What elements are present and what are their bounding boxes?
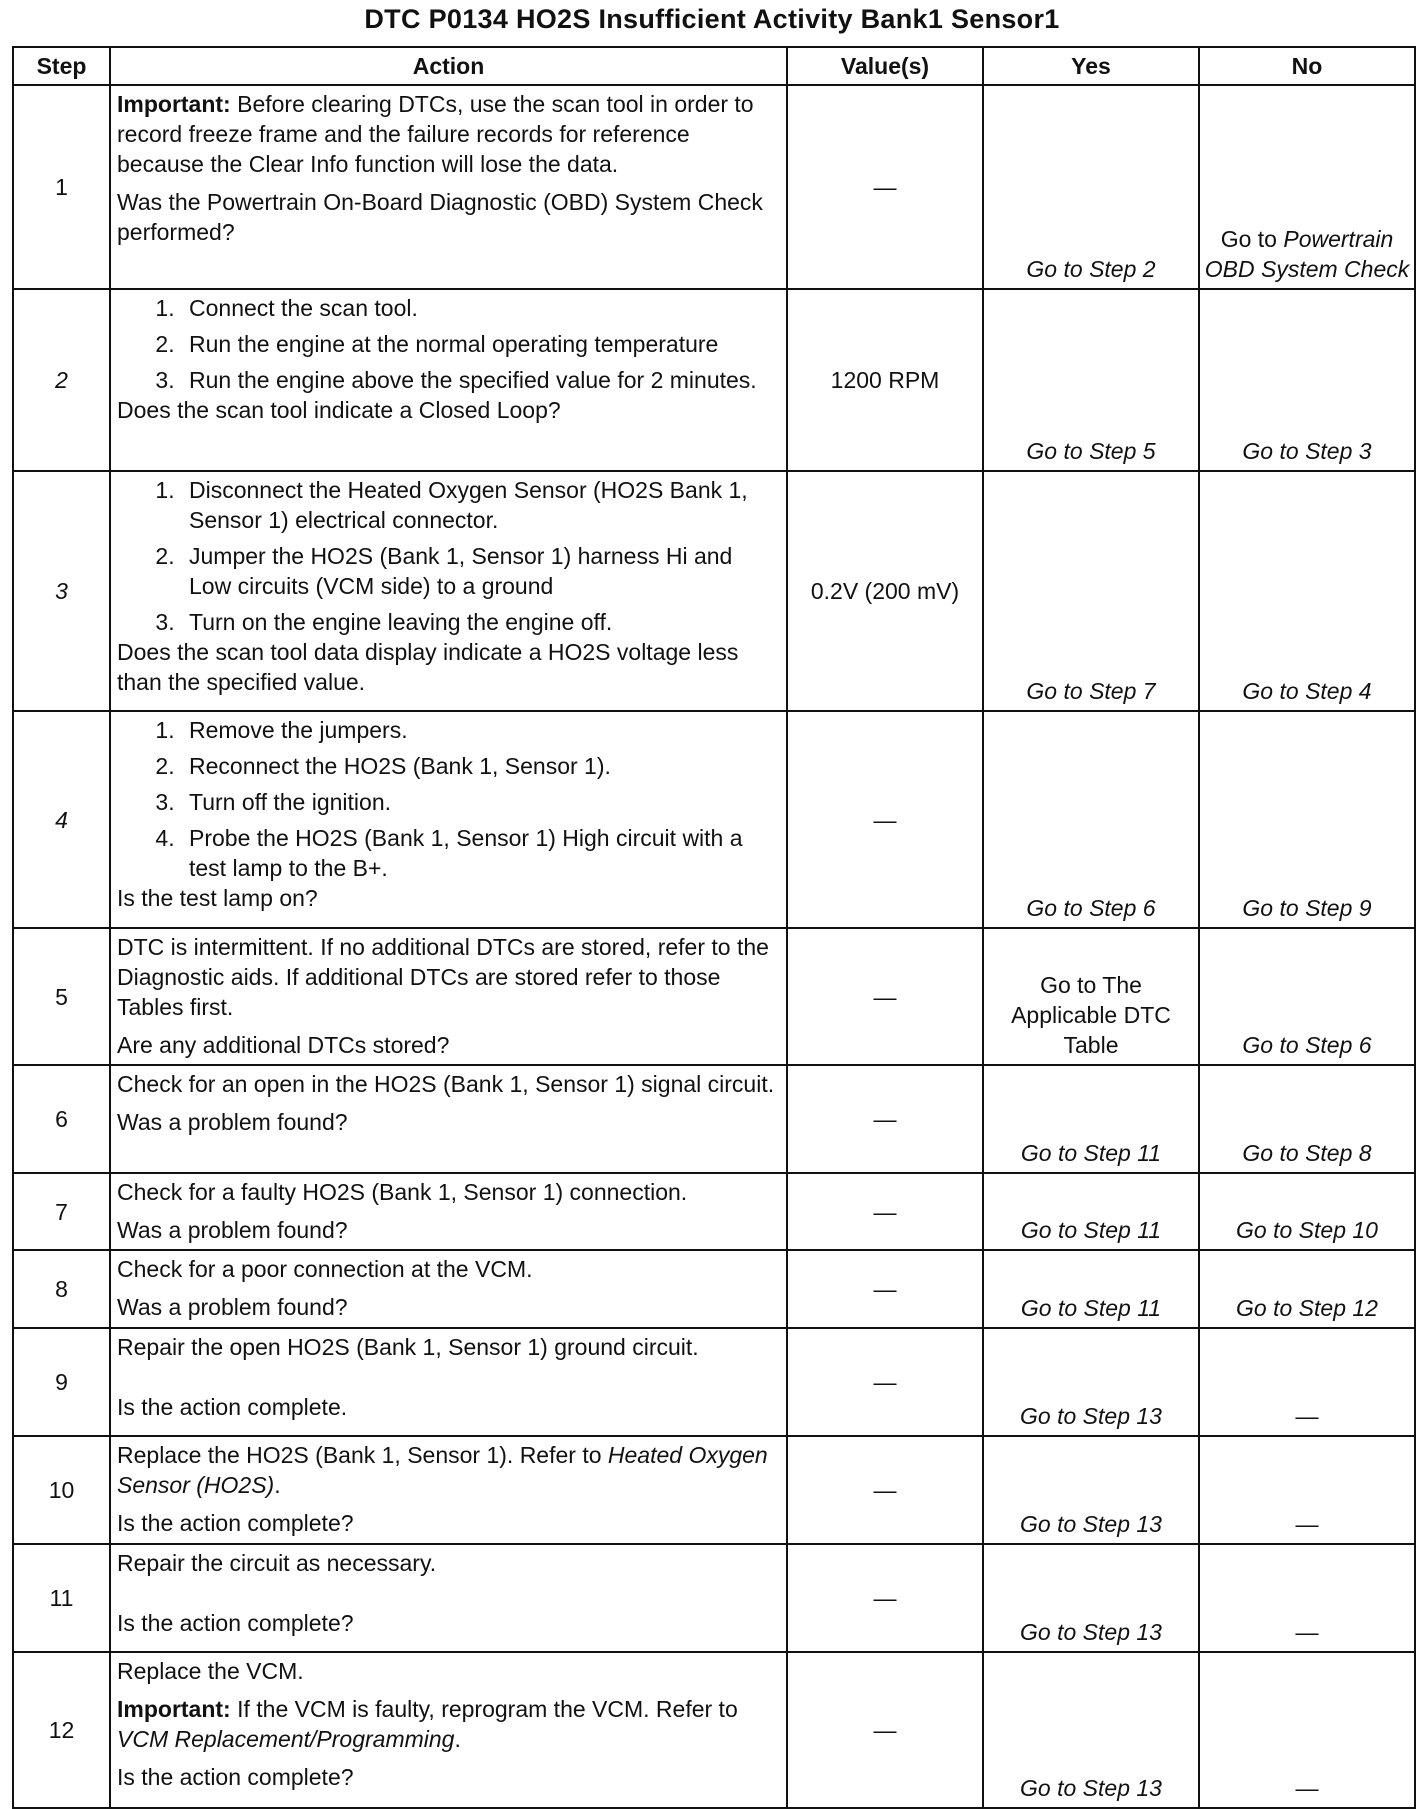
no-cell: Go to Step 6 xyxy=(1199,928,1415,1065)
yes-cell: Go to Step 13 xyxy=(983,1436,1199,1544)
table-row xyxy=(13,1065,1415,1173)
action-text: Check for an open in the HO2S (Bank 1, Sensor 1) signal circuit. xyxy=(117,1071,775,1097)
action-question: Was a problem found? xyxy=(117,1294,348,1320)
important-label: Important: xyxy=(117,91,231,117)
value-cell: — xyxy=(787,1544,983,1652)
table-row xyxy=(13,928,1415,1065)
step-number: 12 xyxy=(13,1652,110,1808)
step-number: 7 xyxy=(13,1173,110,1250)
value-cell: — xyxy=(787,1065,983,1173)
step-number: 1 xyxy=(13,85,110,289)
step-number: 8 xyxy=(13,1250,110,1328)
action-question: Was the Powertrain On-Board Diagnostic (OBD) System Check performed? xyxy=(117,189,763,245)
action-cell xyxy=(110,1173,787,1250)
no-cell: — xyxy=(1199,1436,1415,1544)
value-cell: — xyxy=(787,1173,983,1250)
action-steps xyxy=(117,475,780,637)
no-cell: Go to Step 4 xyxy=(1199,471,1415,711)
action-question: Does the scan tool data display indicate a HO2S voltage less than the specified value. xyxy=(117,639,739,695)
value-cell: — xyxy=(787,1436,983,1544)
action-cell xyxy=(110,85,787,289)
no-cell: Go to Step 3 xyxy=(1199,289,1415,471)
page-title: DTC P0134 HO2S Insufficient Activity Bank1 Sensor1 xyxy=(364,4,1060,34)
action-text: Repair the open HO2S (Bank 1, Sensor 1) ground circuit. xyxy=(117,1334,699,1360)
action-question: Does the scan tool indicate a Closed Loop? xyxy=(117,397,561,423)
action-question: Was a problem found? xyxy=(117,1109,348,1135)
important-label: Important: xyxy=(117,1696,231,1722)
no-cell: Go to Step 12 xyxy=(1199,1250,1415,1328)
header-no: No xyxy=(1199,47,1415,85)
no-cell: — xyxy=(1199,1328,1415,1436)
action-question: Are any additional DTCs stored? xyxy=(117,1032,450,1058)
yes-cell: Go to Step 13 xyxy=(983,1544,1199,1652)
action-step: 2. Run the engine at the normal operating temperature xyxy=(181,329,780,359)
value-cell: — xyxy=(787,85,983,289)
header-step: Step xyxy=(13,47,110,85)
value-cell: 0.2V (200 mV) xyxy=(787,471,983,711)
action-cell xyxy=(110,471,787,711)
action-question: Is the action complete? xyxy=(117,1764,354,1790)
step-number: 6 xyxy=(13,1065,110,1173)
action-step: 4. Probe the HO2S (Bank 1, Sensor 1) High circuit with a test lamp to the B+. xyxy=(181,823,780,883)
action-cell xyxy=(110,711,787,928)
action-text: DTC is intermittent. If no additional DTCs are stored, refer to the Diagnostic aids. If additional DTCs are stored refer to those Tables first. xyxy=(117,934,769,1020)
step-number: 10 xyxy=(13,1436,110,1544)
step-number: 11 xyxy=(13,1544,110,1652)
yes-cell: Go to The Applicable DTC Table xyxy=(983,928,1199,1065)
action-question: Is the test lamp on? xyxy=(117,885,318,911)
action-question: Is the action complete? xyxy=(117,1510,354,1536)
step-number: 2 xyxy=(13,289,110,471)
important-note: Important: If the VCM is faulty, reprogram the VCM. Refer to VCM Replacement/Programming. xyxy=(117,1696,738,1752)
yes-cell: Go to Step 11 xyxy=(983,1250,1199,1328)
value-cell: — xyxy=(787,711,983,928)
yes-cell: Go to Step 2 xyxy=(983,85,1199,289)
action-step: 1. Connect the scan tool. xyxy=(181,293,780,323)
action-step: 3. Run the engine above the specified value for 2 minutes. xyxy=(181,365,780,395)
action-text: Check for a poor connection at the VCM. xyxy=(117,1256,533,1282)
table-row xyxy=(13,1250,1415,1328)
action-text: Important: Before clearing DTCs, use the scan tool in order to record freeze frame and the failure records for reference because the Clear Info function will lose the data. xyxy=(117,91,754,177)
yes-cell: Go to Step 5 xyxy=(983,289,1199,471)
no-cell: Go to Step 10 xyxy=(1199,1173,1415,1250)
no-cell: Go to Step 8 xyxy=(1199,1065,1415,1173)
action-step: 2. Jumper the HO2S (Bank 1, Sensor 1) harness Hi and Low circuits (VCM side) to a ground xyxy=(181,541,780,601)
action-steps xyxy=(117,293,780,395)
diagnostic-table xyxy=(12,46,1416,1809)
step-number: 9 xyxy=(13,1328,110,1436)
header-action: Action xyxy=(110,47,787,85)
header-yes: Yes xyxy=(983,47,1199,85)
action-cell xyxy=(110,1652,787,1808)
action-text: Check for a faulty HO2S (Bank 1, Sensor 1) connection. xyxy=(117,1179,688,1205)
table-row xyxy=(13,1436,1415,1544)
no-cell: Go to Powertrain OBD System Check xyxy=(1199,85,1415,289)
action-cell xyxy=(110,1328,787,1436)
table-row xyxy=(13,1652,1415,1808)
value-cell: 1200 RPM xyxy=(787,289,983,471)
yes-cell: Go to Step 7 xyxy=(983,471,1199,711)
yes-cell: Go to Step 11 xyxy=(983,1065,1199,1173)
action-cell xyxy=(110,1065,787,1173)
action-question: Was a problem found? xyxy=(117,1217,348,1243)
action-question: Is the action complete. xyxy=(117,1394,348,1420)
value-cell: — xyxy=(787,928,983,1065)
step-number: 3 xyxy=(13,471,110,711)
table-row xyxy=(13,289,1415,471)
action-step: 3. Turn off the ignition. xyxy=(181,787,780,817)
table-row xyxy=(13,85,1415,289)
action-cell xyxy=(110,1250,787,1328)
action-text: Replace the HO2S (Bank 1, Sensor 1). Refer to Heated Oxygen Sensor (HO2S). xyxy=(117,1442,768,1498)
header-row xyxy=(13,47,1415,85)
action-step: 1. Disconnect the Heated Oxygen Sensor (HO2S Bank 1, Sensor 1) electrical connector. xyxy=(181,475,780,535)
header-values: Value(s) xyxy=(787,47,983,85)
table-row xyxy=(13,1173,1415,1250)
yes-cell: Go to Step 13 xyxy=(983,1652,1199,1808)
no-cell: — xyxy=(1199,1544,1415,1652)
table-row xyxy=(13,471,1415,711)
action-text: Replace the VCM. xyxy=(117,1658,304,1684)
table-row xyxy=(13,1328,1415,1436)
step-number: 4 xyxy=(13,711,110,928)
action-steps xyxy=(117,715,780,883)
yes-cell: Go to Step 6 xyxy=(983,711,1199,928)
action-step: 1. Remove the jumpers. xyxy=(181,715,780,745)
value-cell: — xyxy=(787,1652,983,1808)
table-row xyxy=(13,711,1415,928)
action-text: Repair the circuit as necessary. xyxy=(117,1550,437,1576)
action-cell xyxy=(110,928,787,1065)
action-cell xyxy=(110,1436,787,1544)
step-number: 5 xyxy=(13,928,110,1065)
value-cell: — xyxy=(787,1328,983,1436)
yes-cell: Go to Step 11 xyxy=(983,1173,1199,1250)
no-cell: Go to Step 9 xyxy=(1199,711,1415,928)
action-step: 3. Turn on the engine leaving the engine off. xyxy=(181,607,780,637)
no-cell: — xyxy=(1199,1652,1415,1808)
action-cell xyxy=(110,1544,787,1652)
action-question: Is the action complete? xyxy=(117,1610,354,1636)
table-row xyxy=(13,1544,1415,1652)
action-cell xyxy=(110,289,787,471)
value-cell: — xyxy=(787,1250,983,1328)
yes-cell: Go to Step 13 xyxy=(983,1328,1199,1436)
action-step: 2. Reconnect the HO2S (Bank 1, Sensor 1). xyxy=(181,751,780,781)
